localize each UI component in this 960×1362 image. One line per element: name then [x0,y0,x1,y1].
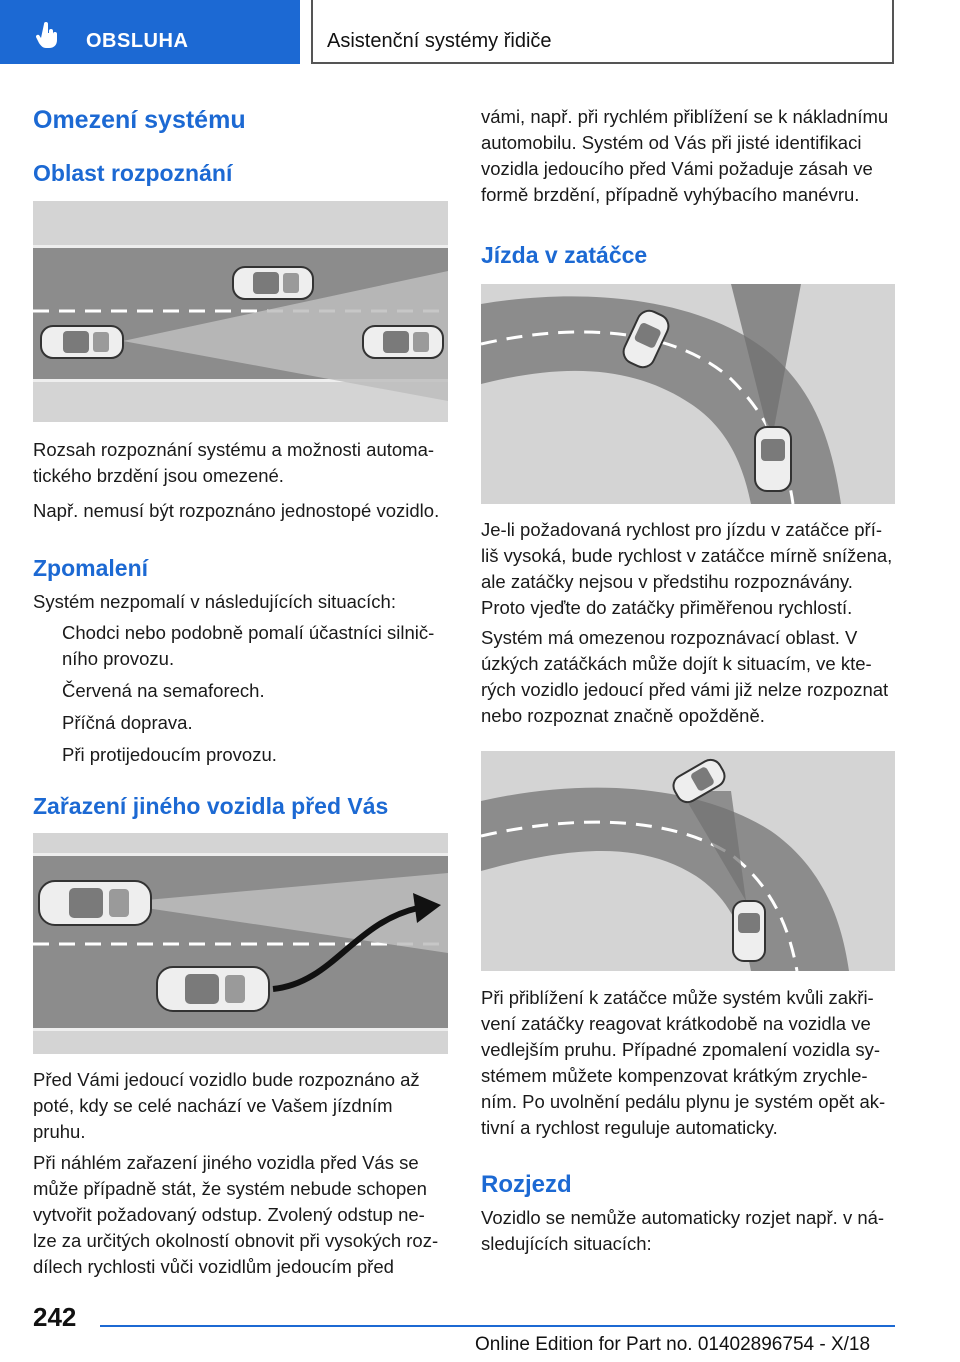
page-number: 242 [33,1302,77,1332]
section-label: OBSLUHA [86,30,189,52]
bullet-list [33,620,448,774]
heading-detection-area: Oblast rozpoznání [33,160,233,186]
chapter-title: Asistenční systémy řidiče [327,30,552,52]
paragraph: Systém má omezenou rozpoznávací oblast. V úzkých zatáčkách může dojít k situacím, ve kte- rých vozidlo jedoucí před vámi již nelze rozpoznat nebo rozpoznat značně opožděně. [481,627,889,726]
car-cutting-in [157,967,269,1011]
paragraph: Např. nemusí být rozpoznáno jednostopé vozidlo. [33,500,440,521]
car-own [733,901,765,961]
car-own [755,427,791,491]
figure-detection-area [33,201,448,422]
paragraph: Vozidlo se nemůže automaticky rozjet např. v ná- sledujících situacích: [481,1207,885,1254]
paragraph: Systém nezpomalí v následujících situacích: [33,591,396,612]
chapter-header [311,0,894,64]
list-item: Červená na semaforech. [33,678,448,704]
car-ahead-same-lane [363,326,443,358]
paragraph: Před Vámi jedoucí vozidlo bude rozpoznáno až poté, kdy se celé nachází ve Vašem jízdním pruhu. [33,1069,420,1142]
footer-edition: Online Edition for Part no. 01402896754 - X/18 [475,1334,871,1355]
list-item: Při protijedoucím provozu. [33,742,448,768]
figure-cornering [481,284,895,504]
car-ahead [39,881,151,925]
section-tab[interactable] [0,0,300,64]
heading-deceleration: Zpomalení [33,555,149,581]
car-adjacent-lane [233,267,313,299]
page-title: Omezení systému [33,106,246,134]
footer-divider [100,1325,895,1327]
paragraph: Je-li požadovaná rychlost pro jízdu v zatáčce pří- liš vysoká, bude rychlost v zatáčce mírně snížena, ale zatáčky nejsou v předstihu rozpoznávány. Proto vjeďte do zatáčky přiměřenou rychlostí. [481,519,893,618]
paragraph: Při náhlém zařazení jiného vozidla před Vás se může případně stát, že systém nebude schopen vytvořit požadovaný odstup. Zvolený odstup ne- lze za určitých okolností obnovit při vysokých roz- dílech rychlosti vůči vozidlům jedoucím před [33,1152,439,1277]
figure-cut-in [33,833,448,1054]
paragraph: vámi, např. při rychlém přiblížení se k nákladnímu automobilu. Systém od Vás při jisté identifikaci vozidla jedoucího před Vámi požaduje zásah ve formě brzdění, případně vyhýbacího manévru. [481,106,889,205]
paragraph: Při přiblížení k zatáčce může systém kvůli zakři- vení zatáčky reagovat krátkodobě na vozidla ve vedlejším pruhu. Případné zpomalení vozidla sy- stémem můžete kompenzovat krátkým zrychle- ním. Po uvolnění pedálu plynu je systém opět ak- tivní a rychlost reguluje automaticky. [481,987,886,1138]
heading-cut-in: Zařazení jiného vozidla před Vás [33,793,389,819]
heading-drive-off: Rozjezd [481,1171,572,1198]
hand-pointer-icon [36,22,60,50]
paragraph: Rozsah rozpoznání systému a možnosti automa- tického brzdění jsou omezené. [33,439,435,486]
heading-cornering: Jízda v zatáčce [481,242,648,268]
car-own [41,326,123,358]
list-item: Příčná doprava. [33,710,448,736]
list-item: Chodci nebo podobně pomalí účastníci silnič- ního provozu. [33,620,448,672]
figure-adjacent-lane [481,751,895,971]
